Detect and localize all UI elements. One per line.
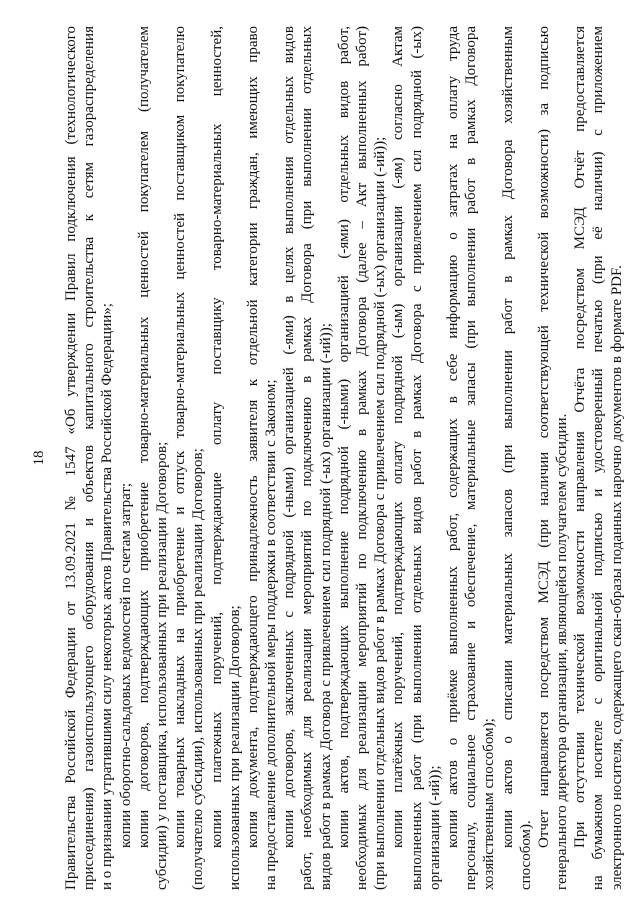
text-line: видов работ в рамках Договора с привлечением сил подрядной (-ых) организации (-ий)); [317,323,334,890]
text-line: организации (-ий)); [426,765,443,890]
text-line: (получателю субсидии), использованных при реализации Договоров; [190,448,207,890]
text-line: При отсутствии технической возможности направления Отчёта посредством МСЭД Отчёт предоставляется [572,26,589,848]
text-line: персоналу, социальное страхование и обеспечение, материальные запасы (при выполнении работ в рамках Договора [463,26,480,890]
text-line: копии оборотно-сальдовых ведомостей по счетам затрат; [117,482,134,848]
text-line: копии платёжных поручений, подтверждающих оплату подрядной (-ым) организации (-ям) согласно Актам [390,26,407,848]
text-line: необходимых для реализации мероприятий по подключению в рамках Договора (далее – Акт выполненных работ) [354,26,370,890]
text-line: хозяйственным способом); [481,718,498,890]
text-line: присоединения) газоиспользующего оборудования и объектов капитального строительства к сетям газораспределения [81,26,98,890]
page-number: 18 [31,450,47,466]
text-line: на бумажном носителе с оригинальной подписью и удостоверенный печатью (при её наличии) с приложением [590,26,607,890]
text-line: копии актов о приёмке выполненных работ, содержащих в себе информацию о затратах на оплату труда [444,26,461,848]
text-line: использованных при реализации Договоров; [226,605,243,890]
text-line: способом). [517,820,534,890]
text-line: на предоставление дополнительной меры поддержки в соответствии с Законом; [263,379,280,890]
text-line: Отчет направляется посредством МСЭД (при наличии соответствующей технической возможности) за подписью [535,26,552,848]
text-line: и о признании утратившими силу некоторых актов Правительства Российской Федерации»; [99,303,116,890]
text-line: копии договоров, заключенных с подрядной (-ными) организацией (-ями) в целях выполнения отдельных видов [281,26,298,848]
text-line: копии товарных накладных на приобретение и отпуск товарно-материальных ценностей поставщиком покупателю [172,26,189,848]
text-line: выполненных работ (при выполнении отдельных видов работ в рамках Договора с привлечением сил подрядной (-ых) [408,26,425,890]
text-line: генерального директора организации, являющейся получателем субсидии. [554,413,571,890]
text-line: (при выполнении отдельных видов работ в рамках Договора с привлечением сил подрядной (-ых) организации (-ий)); [372,136,389,890]
document-body [62,26,626,890]
text-line: Правительства Российской Федерации от 13.09.2021 № 1547 «Об утверждении Правил подключения (технологического [63,26,79,890]
rotated-text-block [30,26,625,890]
text-line: копии актов о списании материальных запасов (при выполнении работ в рамках Договора хозяйственным [499,26,516,848]
text-line: работ, необходимых для реализации мероприятий по подключению в рамках Договора (при выполнении отдельных [299,26,316,890]
text-line: субсидии) у поставщика, использованных при реализации Договоров; [153,441,170,890]
text-line: копии договоров, подтверждающих приобретение товарно-материальных ценностей покупателем (получателем [135,26,152,848]
text-line: копии актов, подтверждающих выполнение подрядной (-ными) организацией (-ями) отдельных видов работ, [335,26,352,848]
text-line: копии платежных поручений, подтверждающие оплату поставщику товарно-материальных ценностей, [208,26,225,848]
text-line: электронного носителя, содержащего скан-образы поданных нарочно документов в формате PDF. [608,265,625,890]
text-line: копия документа, подтверждающего принадлежность заявителя к отдельной категории граждан, имеющих право [244,26,261,848]
